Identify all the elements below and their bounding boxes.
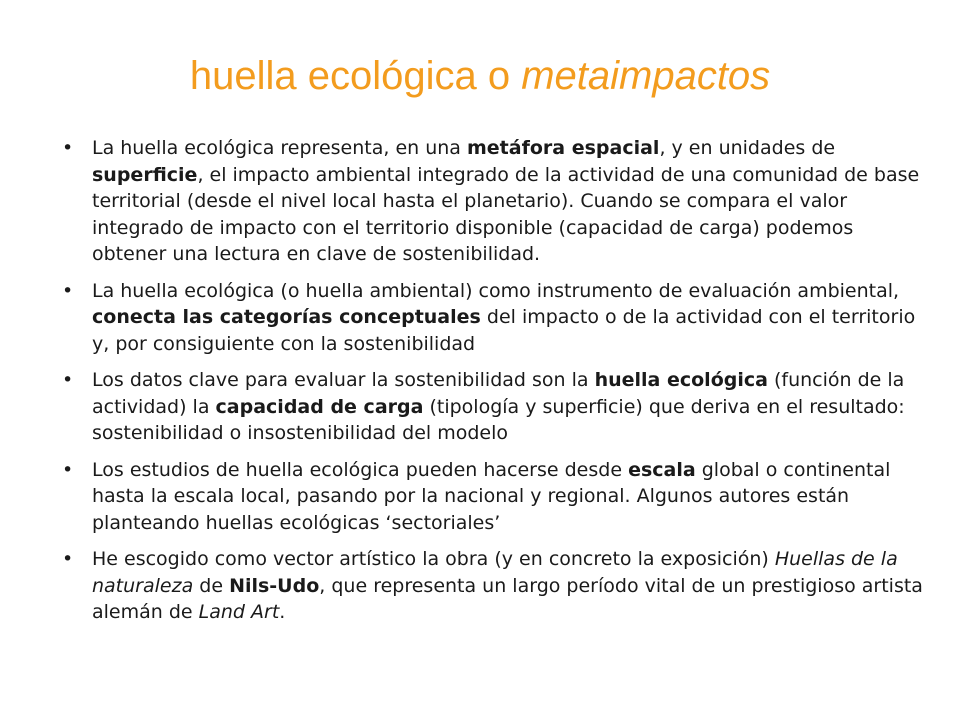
text-run: de bbox=[193, 574, 230, 597]
bullet-marker: • bbox=[62, 369, 74, 391]
bold-term: conecta las categorías conceptuales bbox=[92, 306, 481, 328]
bullet-marker: • bbox=[62, 279, 74, 302]
italic-work-title: Huellas de la naturaleza bbox=[92, 548, 898, 597]
bold-term: superficie bbox=[92, 163, 198, 186]
bullet-list bbox=[62, 135, 932, 636]
text-run: Los datos clave para evaluar la sostenibilidad son la bbox=[92, 369, 595, 391]
bullet-text bbox=[92, 548, 923, 623]
text-run: He escogido como vector artístico la obra (y en concreto la exposición) bbox=[92, 548, 775, 570]
bullet-marker: • bbox=[62, 137, 74, 159]
bold-term: escala bbox=[628, 458, 696, 481]
bold-term: huella ecológica bbox=[594, 369, 768, 391]
bullet-item-escalas bbox=[62, 457, 932, 537]
text-run: global o continental hasta la escala local, pasando por la nacional y regional. Algunos autores están planteando huellas ecológicas ‘sectoriales’ bbox=[92, 458, 891, 534]
text-run: Los estudios de huella ecológica pueden hacerse desde bbox=[92, 458, 629, 481]
bold-artist-name: Nils-Udo bbox=[229, 574, 320, 597]
title-emphasis: metaimpactos bbox=[521, 54, 771, 98]
text-run: La huella ecológica representa, en una bbox=[92, 137, 467, 159]
bold-term: metáfora espacial bbox=[466, 137, 660, 159]
text-run: del impacto o de la actividad con el territorio y, por consiguiente con la sostenibilidad bbox=[92, 306, 916, 355]
text-run: (función de la actividad) la bbox=[92, 369, 905, 418]
italic-term: Land Art bbox=[198, 601, 280, 623]
bullet-item-vector-artistico bbox=[62, 546, 932, 626]
text-run: La huella ecológica (o huella ambiental) como instrumento de evaluación ambiental, bbox=[92, 279, 900, 302]
text-run: (tipología y superficie) que deriva en el resultado: sostenibilidad o insostenibilidad del modelo bbox=[92, 395, 905, 444]
slide-title bbox=[0, 52, 960, 100]
bullet-marker: • bbox=[62, 458, 74, 481]
bullet-text bbox=[92, 369, 905, 444]
title-text: huella ecológica o bbox=[189, 54, 522, 98]
bullet-text bbox=[92, 280, 915, 355]
text-run: . bbox=[279, 601, 286, 623]
bullet-text bbox=[92, 137, 919, 265]
text-run: , el impacto ambiental integrado de la actividad de una comunidad de base territorial (desde el nivel local hasta el planetario). Cuando se compara el valor integrado de impacto con el territorio disponible (capacidad de carga) podemos obtener una lectura en clave de sostenibilidad. bbox=[92, 163, 920, 265]
bullet-item-huella-definition bbox=[62, 135, 932, 268]
text-run: , y en unidades de bbox=[659, 137, 836, 159]
bullet-item-datos-clave bbox=[62, 367, 932, 447]
bullet-marker: • bbox=[62, 548, 74, 570]
text-run: , que representa un largo período vital de un prestigioso artista alemán de bbox=[92, 574, 923, 623]
bold-term: capacidad de carga bbox=[215, 395, 424, 418]
bullet-item-instrumento bbox=[62, 278, 932, 358]
bullet-text bbox=[92, 459, 890, 534]
